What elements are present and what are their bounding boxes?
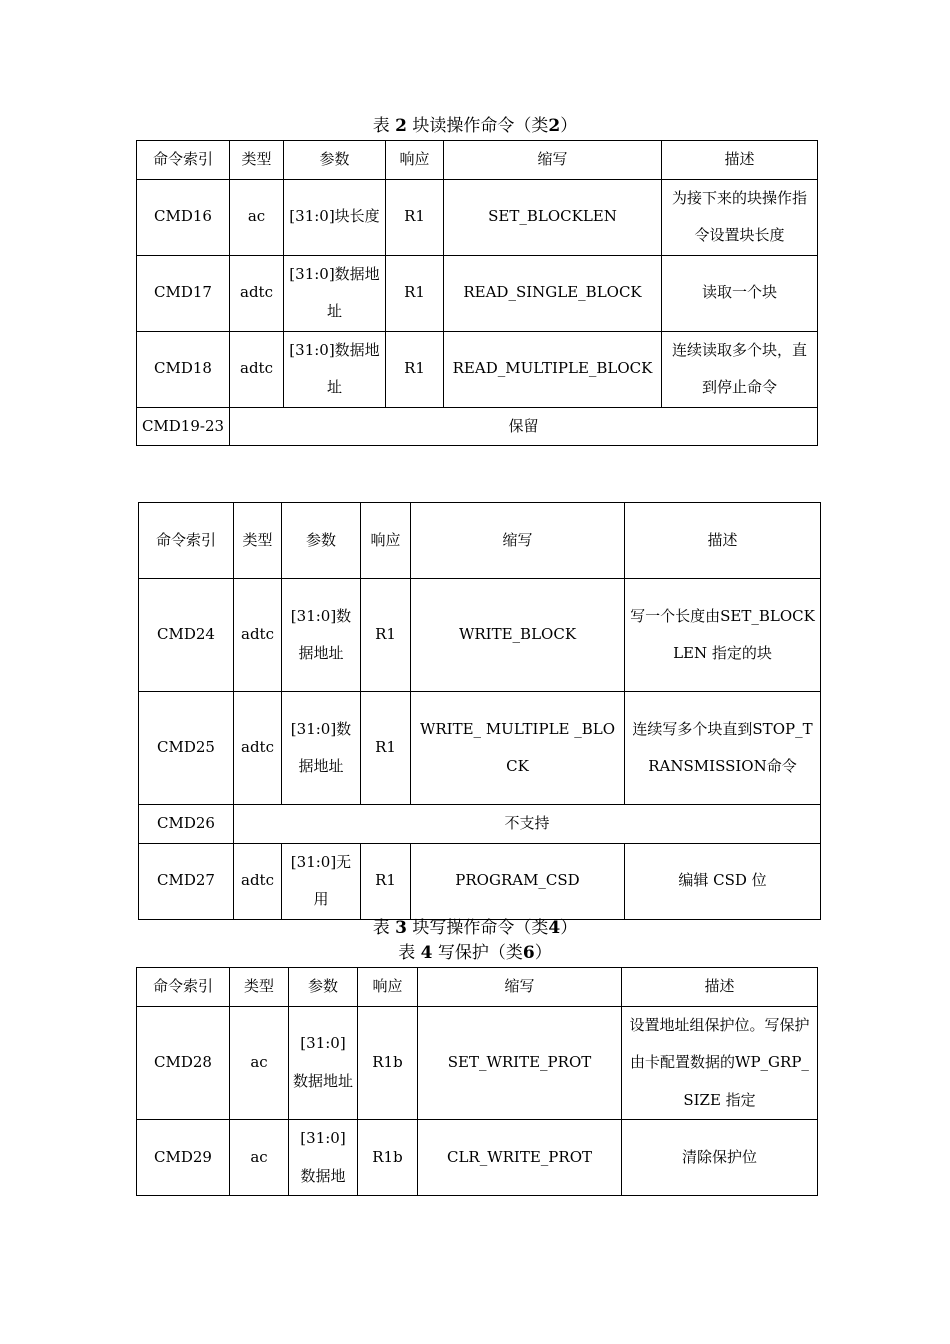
table-row [139,579,821,692]
cell-param: [31:0]数据地址 [289,1006,358,1120]
cell-type: adtc [230,255,284,331]
header-type: 类型 [230,968,289,1007]
header-type: 类型 [230,141,284,180]
table3-caption [0,917,950,939]
cell-resp: R1 [386,331,444,407]
cell-resp: R1 [361,843,411,919]
table-header-row [137,141,818,180]
header-abbr: 缩写 [411,503,625,579]
cell-desc: 为接下来的块操作指令设置块长度 [662,179,818,255]
cell-param: [31:0]数据地址 [284,255,386,331]
cell-desc: 清除保护位 [622,1120,818,1196]
cell-resp: R1 [361,579,411,692]
cell-abbr: WRITE_ MULTIPLE _BLOCK [411,692,625,805]
table-row [139,692,821,805]
table4-caption [0,942,950,964]
cell-type: adtc [234,692,282,805]
header-resp: 响应 [358,968,418,1007]
caption-close: ） [534,943,552,963]
header-index: 命令索引 [137,968,230,1007]
cell-abbr: READ_SINGLE_BLOCK [444,255,662,331]
caption-class: 6 [522,943,535,963]
header-index: 命令索引 [139,503,234,579]
cell-type: ac [230,1120,289,1196]
cell-abbr: PROGRAM_CSD [411,843,625,919]
cell-reserved: 保留 [230,407,818,446]
caption-title: 块写操作命令（类 [412,918,549,938]
cell-param: [31:0]块长度 [284,179,386,255]
table-row [139,843,821,919]
cell-unsupported: 不支持 [234,805,821,844]
header-param: 参数 [282,503,361,579]
cell-type: ac [230,179,284,255]
cell-param: [31:0]无用 [282,843,361,919]
caption-prefix: 表 [372,116,390,136]
cell-abbr: SET_BLOCKLEN [444,179,662,255]
header-param: 参数 [284,141,386,180]
cell-desc: 读取一个块 [662,255,818,331]
caption-title: 块读操作命令（类 [412,116,549,136]
cell-index: CMD17 [137,255,230,331]
cell-index: CMD18 [137,331,230,407]
cell-desc: 连续读取多个块，直到停止命令 [662,331,818,407]
cell-index: CMD25 [139,692,234,805]
cell-param: [31:0]数据地 [289,1120,358,1196]
table4 [136,967,818,1196]
table-row-unsupported [139,805,821,844]
cell-param: [31:0]数据地址 [282,692,361,805]
table3 [138,502,821,920]
cell-index: CMD27 [139,843,234,919]
cell-desc: 编辑 CSD 位 [625,843,821,919]
caption-prefix: 表 [372,918,390,938]
header-index: 命令索引 [137,141,230,180]
caption-number: 4 [420,943,433,963]
table-header-row [137,968,818,1007]
table-row [137,1006,818,1120]
cell-index: CMD16 [137,179,230,255]
header-abbr: 缩写 [444,141,662,180]
table2-caption [0,115,950,137]
caption-number: 3 [395,918,407,938]
caption-close: ） [560,918,578,938]
caption-prefix: 表 [398,943,416,963]
header-type: 类型 [234,503,282,579]
cell-index: CMD24 [139,579,234,692]
caption-number: 2 [395,116,407,136]
cell-resp: R1 [386,255,444,331]
caption-close: ） [560,116,578,136]
header-desc: 描述 [622,968,818,1007]
cell-param: [31:0]数据地址 [282,579,361,692]
table-row [137,179,818,255]
caption-title: 写保护（类 [437,943,523,963]
table-header-row [139,503,821,579]
cell-desc: 写一个长度由SET_BLOCKLEN 指定的块 [625,579,821,692]
cell-abbr: SET_WRITE_PROT [418,1006,622,1120]
cell-resp: R1b [358,1006,418,1120]
cell-index: CMD29 [137,1120,230,1196]
cell-resp: R1 [361,692,411,805]
cell-resp: R1b [358,1120,418,1196]
cell-index: CMD28 [137,1006,230,1120]
cell-type: adtc [234,843,282,919]
cell-abbr: CLR_WRITE_PROT [418,1120,622,1196]
cell-desc: 连续写多个块直到STOP_TRANSMISSION命令 [625,692,821,805]
header-desc: 描述 [662,141,818,180]
cell-resp: R1 [386,179,444,255]
header-desc: 描述 [625,503,821,579]
cell-desc: 设置地址组保护位。写保护由卡配置数据的WP_GRP_SIZE 指定 [622,1006,818,1120]
table2 [136,140,818,446]
cell-param: [31:0]数据地址 [284,331,386,407]
cell-abbr: READ_MULTIPLE_BLOCK [444,331,662,407]
table-row-reserved [137,407,818,446]
header-param: 参数 [289,968,358,1007]
cell-type: adtc [230,331,284,407]
cell-index: CMD19-23 [137,407,230,446]
caption-class: 2 [548,116,561,136]
table-row [137,255,818,331]
table-row [137,1120,818,1196]
cell-type: adtc [234,579,282,692]
cell-type: ac [230,1006,289,1120]
cell-abbr: WRITE_BLOCK [411,579,625,692]
header-abbr: 缩写 [418,968,622,1007]
cell-index: CMD26 [139,805,234,844]
header-resp: 响应 [361,503,411,579]
table-row [137,331,818,407]
header-resp: 响应 [386,141,444,180]
caption-class: 4 [548,918,561,938]
